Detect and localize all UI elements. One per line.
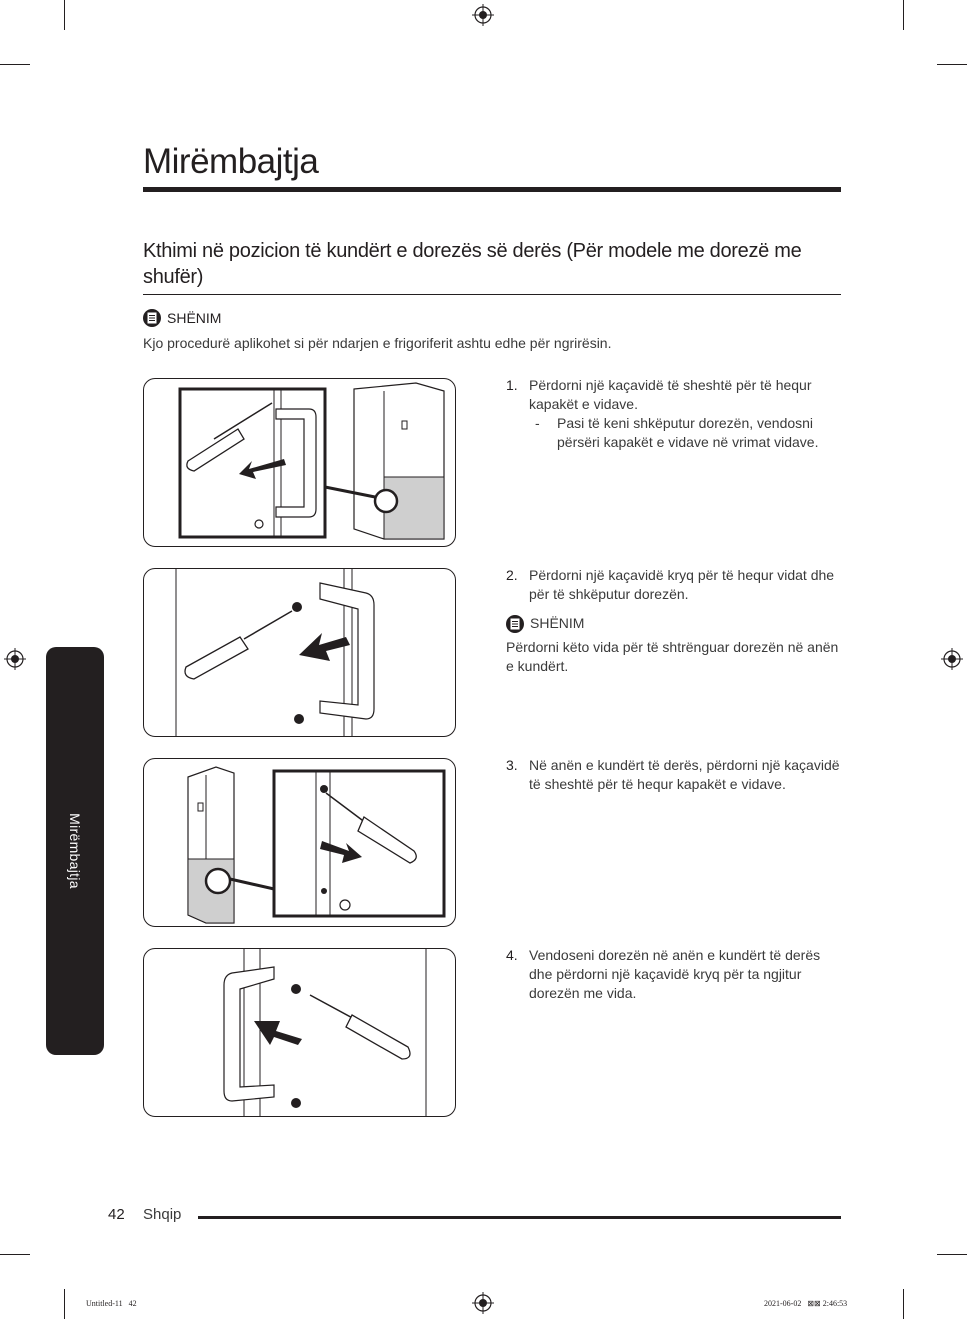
step-4 (506, 946, 841, 1003)
sub-item-text: Pasi të keni shkëputur dorezën, vendosni përsëri kapakët e vidave në vrimat vidave. (557, 415, 819, 450)
step-text: Vendoseni dorezën në anën e kundërt të derës dhe përdorni një kaçavidë kryq për ta ngjitur dorezën me vida. (529, 947, 821, 1001)
crop-mark (64, 0, 65, 30)
crop-mark (937, 64, 967, 65)
title-rule (143, 187, 841, 192)
note-text: Përdorni këto vida për të shtrënguar dorezën në anën e kundërt. (506, 639, 839, 674)
crop-mark (0, 64, 30, 65)
step-text: Përdorni një kaçavidë kryq për të hequr vidat dhe për të shkëputur dorezën. (529, 567, 835, 602)
crop-mark (903, 1289, 904, 1319)
screwdriver-icon (310, 995, 410, 1059)
registration-mark-icon (941, 648, 963, 670)
crop-mark (0, 1254, 30, 1255)
arrow-icon (254, 1021, 302, 1045)
note-icon (143, 309, 161, 327)
step-2 (506, 566, 841, 676)
registration-mark-icon (472, 4, 494, 26)
note-label (506, 614, 841, 633)
figure-step-2 (143, 568, 456, 737)
footer-rule (198, 1216, 841, 1219)
note-label-text: SHËNIM (530, 615, 585, 631)
refrigerator-icon (354, 383, 444, 539)
refrigerator-icon (188, 767, 234, 923)
crop-mark (903, 0, 904, 30)
step-number: 2. (506, 567, 518, 583)
screwdriver-icon (185, 611, 292, 679)
crop-mark (64, 1289, 65, 1319)
note-label-text: SHËNIM (167, 310, 222, 326)
side-tab (46, 647, 104, 1055)
step-number: 3. (506, 757, 518, 773)
step-number: 1. (506, 377, 518, 393)
sub-item-dash: - (535, 415, 540, 431)
slug-right: 2021-06-02 ⊠⊠ 2:46:53 (764, 1299, 848, 1308)
handle-icon (320, 583, 374, 719)
registration-mark-icon (472, 1292, 494, 1314)
step-number: 4. (506, 947, 518, 963)
arrow-icon (299, 633, 350, 661)
step-1 (506, 376, 841, 452)
page-title: Mirëmbajtja (143, 142, 319, 181)
note-label (143, 309, 221, 327)
step-text: Përdorni një kaçavidë të sheshtë për të hequr kapakët e vidave. (529, 377, 812, 412)
figure-step-3 (143, 758, 456, 927)
footer-language: Shqip (143, 1206, 182, 1223)
sub-item (529, 414, 841, 452)
heading-rule (143, 294, 841, 295)
section-heading: Kthimi në pozicion të kundërt e dorezës së derës (Për modele me dorezë me shufër) (143, 240, 802, 288)
note-text: Kjo procedurë aplikohet si për ndarjen e frigoriferit ashtu edhe për ngrirësin. (143, 335, 612, 351)
crop-mark (937, 1254, 967, 1255)
note-icon (506, 615, 524, 633)
figure-step-1 (143, 378, 456, 547)
figure-step-4 (143, 948, 456, 1117)
page-number: 42 (108, 1206, 125, 1223)
slug-left: Untitled-11 42 (86, 1299, 137, 1308)
side-tab-label: Mirëmbajtja (67, 813, 83, 889)
step-text: Në anën e kundërt të derës, përdorni një kaçavidë të sheshtë për të hequr kapakët e vidave. (529, 757, 840, 792)
registration-mark-icon (4, 648, 26, 670)
step-3 (506, 756, 841, 794)
